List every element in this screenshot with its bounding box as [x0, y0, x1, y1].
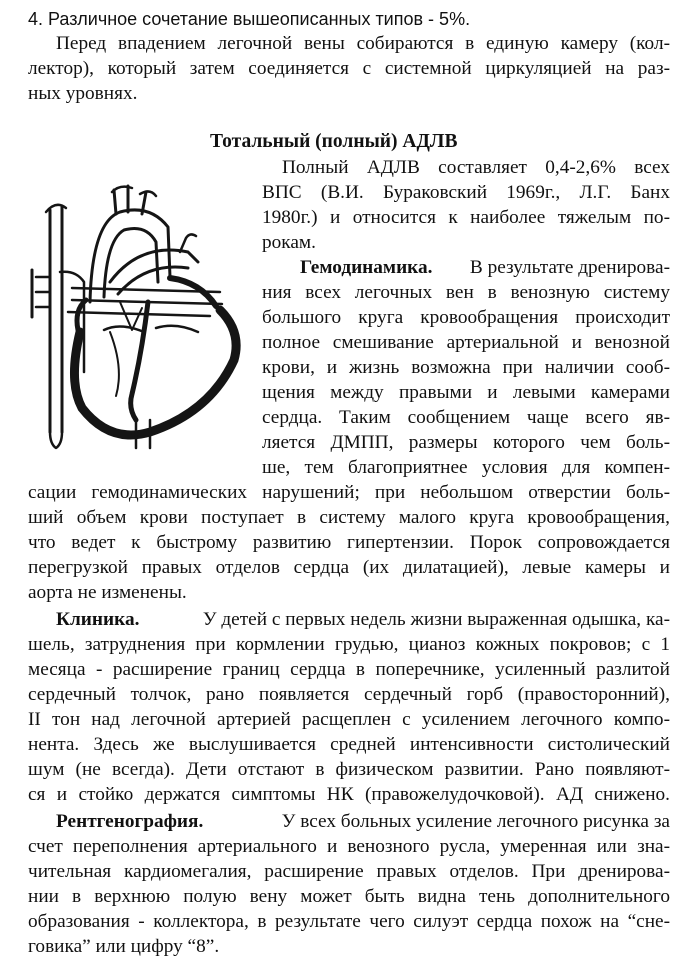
hemodynamics-line: ния всех легочных вен в венозную систему — [262, 282, 670, 303]
hemodynamics-line: ляется ДМПП, размеры которого чем боль- — [262, 432, 670, 453]
xray-line: чительная кардиомегалия, расширение правых отделов. При дренирова- — [28, 861, 670, 882]
summary-line: рокам. — [262, 232, 316, 253]
hemodynamics-line: щения между правыми и левыми камерами — [262, 382, 670, 403]
hemodynamics-line: крови, и жизнь возможна при наличии сооб- — [262, 357, 670, 378]
list-item-4: 4. Различное сочетание вышеописанных типов - 5%. — [28, 9, 471, 29]
clinic-first-line — [56, 608, 670, 632]
summary-line: 1980г.) и относится к наиболее тяжелым по- — [262, 207, 670, 228]
clinic-line: месяца - расширение границ сердца в поперечнике, усиленный разлитой — [28, 659, 670, 680]
summary-line: Полный АДЛВ составляет 0,4-2,6% всех — [282, 157, 670, 178]
clinic-first-text: У детей с первых недель жизни выраженная одышка, ка- — [202, 609, 670, 630]
hemodynamics-heading: Гемодинамика. — [300, 257, 433, 278]
xray-first-line — [56, 810, 670, 834]
xray-line: образования - коллектора, в результате чего силуэт сердца похож на “сне- — [28, 911, 670, 932]
heart-diagram-icon — [20, 182, 260, 454]
clinic-heading: Клиника. — [56, 609, 140, 630]
hemodynamics-line: полное смешивание артериальной и венозной — [262, 332, 670, 353]
clinic-line: нента. Здесь же выслушивается средней интенсивности систолический — [28, 734, 670, 755]
hemodynamics-line: сации гемодинамических нарушений; при небольшом отверстии боль- — [28, 482, 670, 503]
hemodynamics-line: ший объем крови поступает в систему малого круга кровообращения, — [28, 507, 670, 528]
clinic-line: шум (не всегда). Дети отстают в физическом развитии. Рано появляют- — [28, 759, 670, 780]
clinic-line: ся и стойко держатся симптомы НК (правожелудочковой). АД снижено. — [28, 784, 670, 805]
hemodynamics-line: что ведет к быстрому развитию гипертензии. Порок сопровождается — [28, 532, 670, 553]
hemodynamics-first-line — [300, 256, 670, 280]
intro-paragraph-line: Перед впадением легочной вены собираются в единую камеру (кол- — [56, 33, 670, 54]
hemodynamics-first-text: В результате дренирова- — [469, 257, 670, 278]
clinic-line: II тон над легочной артерией расщеплен с усилением легочного компо- — [28, 709, 670, 730]
section-title: Тотальный (полный) АДЛВ — [210, 131, 458, 152]
clinic-line: шель, затруднения при кормлении грудью, цианоз кожных покровов; с 1 — [28, 634, 670, 655]
hemodynamics-line: аорта не изменены. — [28, 582, 187, 603]
intro-paragraph-line: ных уровнях. — [28, 83, 138, 104]
hemodynamics-line: большого круга кровообращения происходит — [262, 307, 670, 328]
hemodynamics-line: сердца. Таким сообщением чаще всего яв- — [262, 407, 670, 428]
xray-line: говика” или цифру “8”. — [28, 936, 220, 957]
clinic-line: сердечный толчок, рано появляется сердечный горб (правосторонний), — [28, 684, 670, 705]
xray-line: счет переполнения артериального и венозного русла, умеренная или зна- — [28, 836, 670, 857]
intro-paragraph-line: лектор), который затем соединяется с системной циркуляцией на раз- — [28, 58, 670, 79]
summary-line: ВПС (В.И. Бураковский 1969г., Л.Г. Банх — [262, 182, 670, 203]
hemodynamics-line: перегрузкой правых отделов сердца (их дилатацией), левые камеры и — [28, 557, 670, 578]
xray-line: нии в верхнюю полую вену может быть видна тень дополнительного — [28, 886, 670, 907]
hemodynamics-line: ше, тем благоприятнее условия для компен- — [262, 457, 670, 478]
xray-heading: Рентгенография. — [56, 811, 204, 832]
xray-first-text: У всех больных усиление легочного рисунка за — [281, 811, 670, 832]
